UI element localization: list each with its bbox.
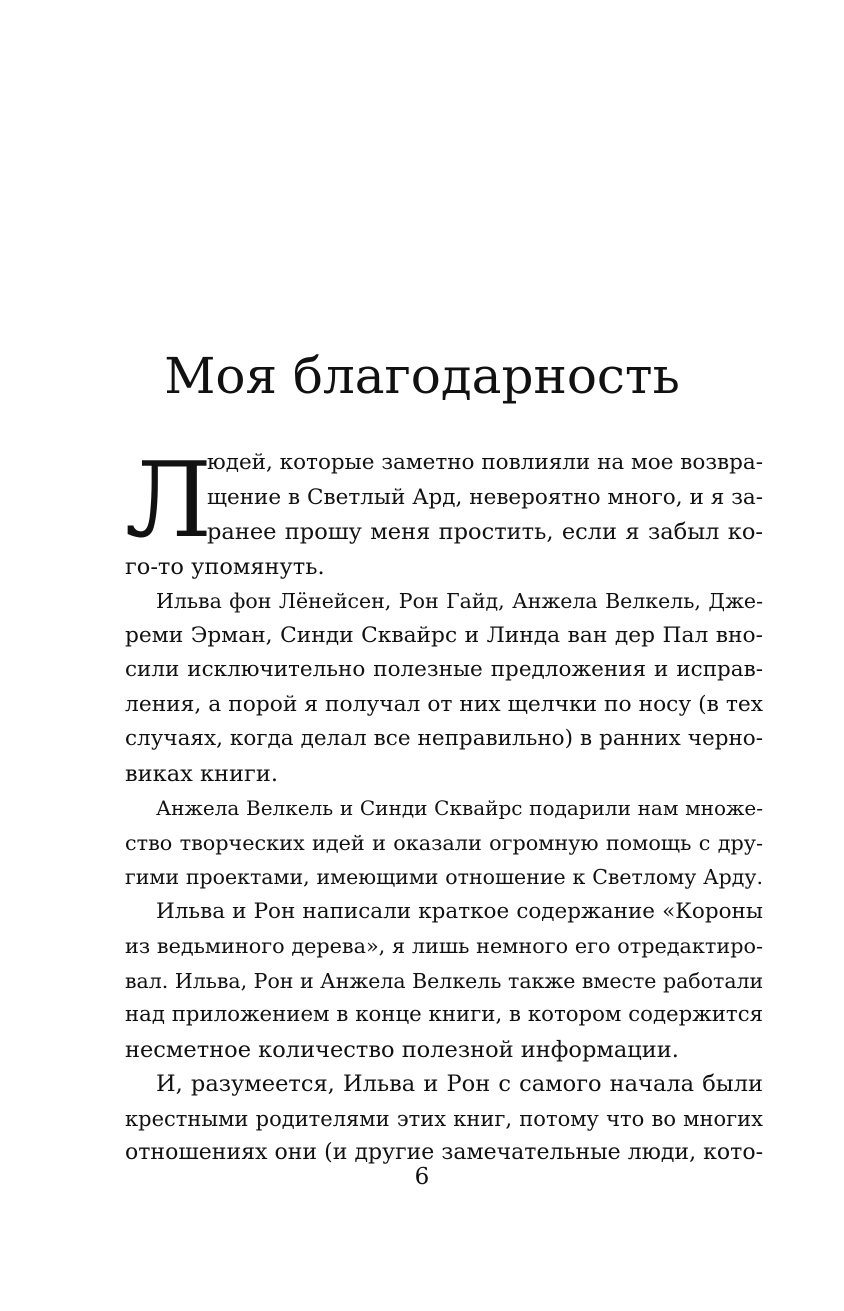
text-line: щение в Светлый Ард, невероятно много, и я за- (207, 484, 763, 510)
text-line: вал. Ильва, Рон и Анжела Велкель также вместе работали (125, 968, 764, 993)
text-line: случаях, когда делал все неправильно) в ранних черно- (125, 726, 763, 751)
text-line: ранее прошу меня простить, если я забыл ко- (207, 519, 763, 545)
text-line: несметное количество полезной информации. (125, 1036, 679, 1063)
page-number: 6 (414, 1164, 430, 1190)
paragraph-2 (125, 584, 763, 791)
text-line: юдей, которые заметно повлияли на мое возвра- (207, 450, 764, 475)
text-line: реми Эрман, Синди Сквайрс и Линда ван дер Пал вно- (125, 622, 763, 648)
text-line: го-то упомянуть. (125, 553, 325, 580)
text-line: И, разумеется, Ильва и Рон с самого начала были (156, 1071, 763, 1097)
paragraph-3 (125, 791, 763, 895)
text-line: гими проектами, имеющими отношение к Светлому Арду. (125, 865, 763, 889)
text-line: крестными родителями этих книг, потому что во многих (125, 1106, 763, 1131)
text-line: над приложением в конце книги, в котором содержится (125, 1002, 763, 1027)
text-line: Ильва фон Лёнейсен, Рон Гайд, Анжела Велкель, Дже- (156, 589, 763, 613)
paragraph-5 (125, 1067, 763, 1171)
text-line: виках книги. (125, 760, 278, 787)
text-line: ство творческих идей и оказали огромную помощь с дру- (125, 830, 763, 855)
drop-cap: Л (125, 439, 212, 561)
paragraph-4 (125, 895, 763, 1068)
text-line: ления, а порой я получал от них щелчки по носу (в тех (125, 691, 763, 717)
body-text (125, 439, 764, 1171)
text-line: сили исключительно полезные предложения и исправ- (125, 657, 763, 682)
text-line: Ильва и Рон написали краткое содержание «Короны (156, 898, 763, 924)
text-line: из ведьминого дерева», я лишь немного его отредактиро- (125, 934, 763, 958)
text-line: отношениях они (и другие замечательные люди, кото- (125, 1140, 763, 1165)
paragraph-1 (125, 439, 764, 584)
text-line: Анжела Велкель и Синди Сквайрс подарили нам множе- (156, 796, 763, 820)
chapter-title: Моя благодарность (164, 347, 680, 405)
